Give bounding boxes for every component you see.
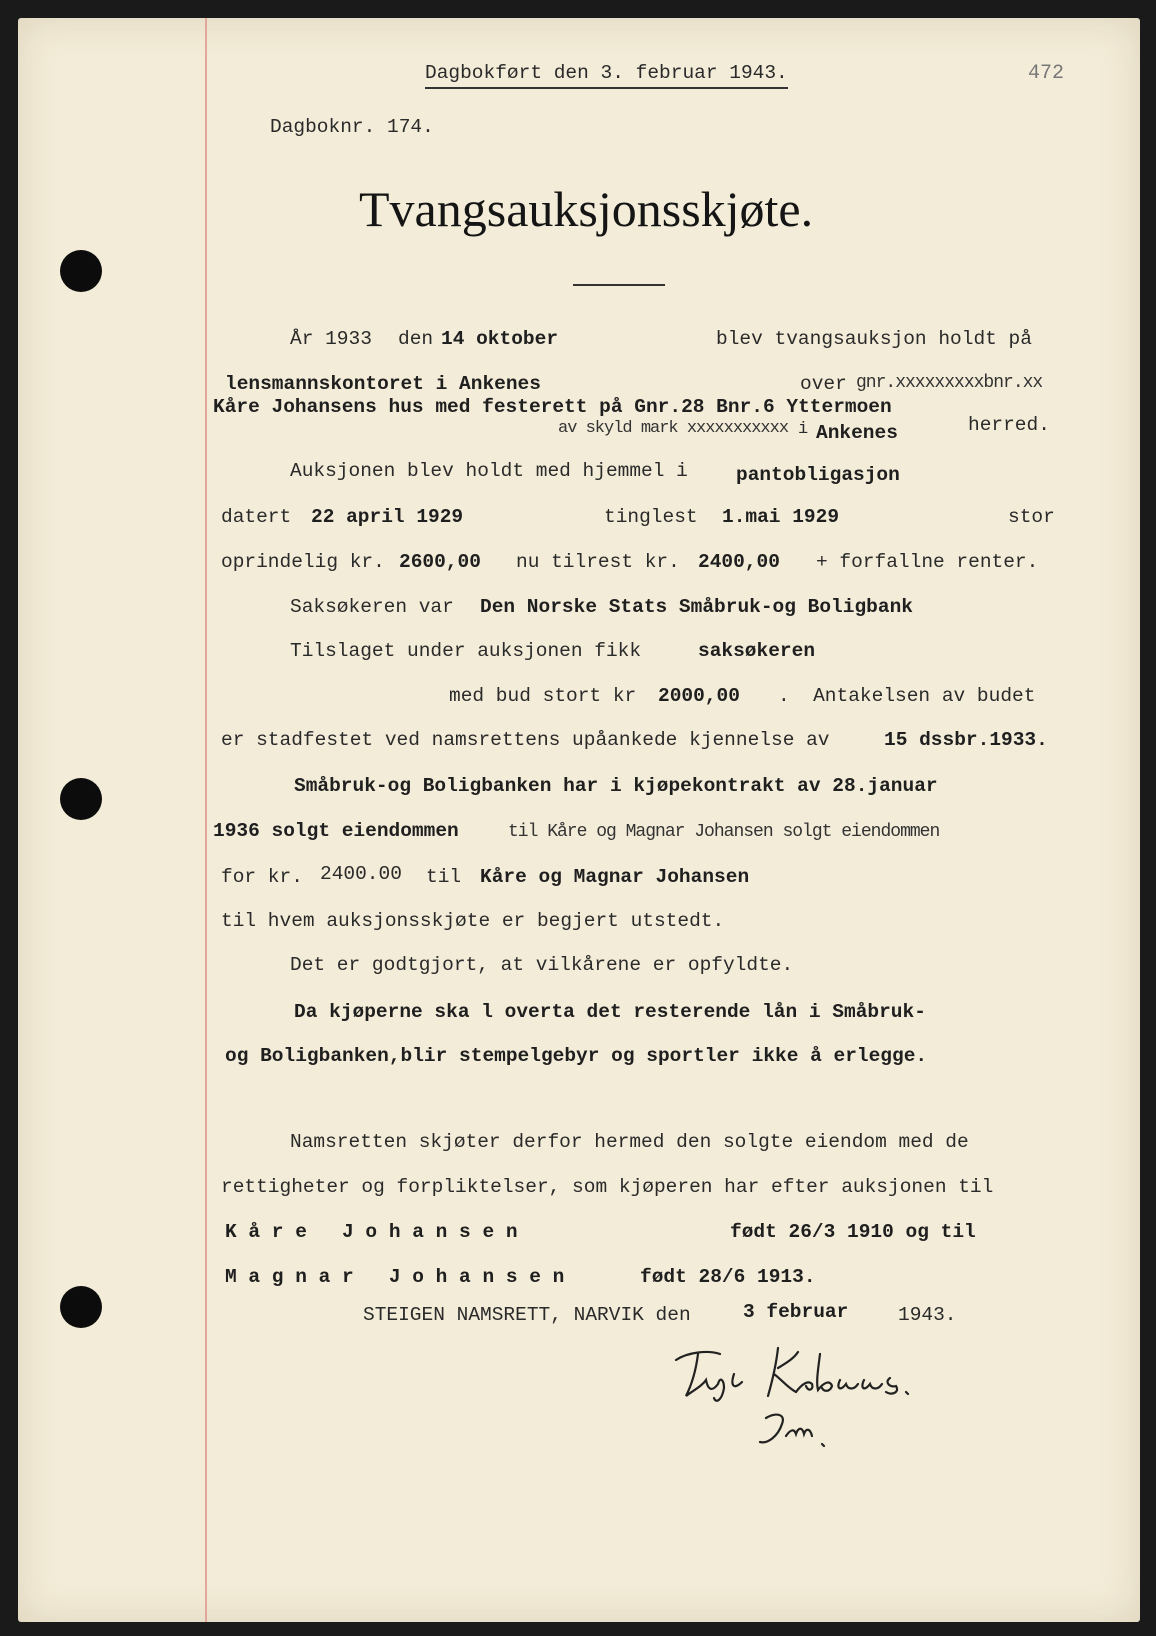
fee-exemption-text: og Boligbanken,blir stempelgebyr og sportler ikke å erlegge. [225,1045,928,1067]
remaining-amount: 2400,00 [698,551,780,573]
original-amount-label: oprindelig kr. [221,551,385,573]
price-label: for kr. [221,866,303,888]
conveyance-text-2: rettigheter og forpliktelser, som kjøperen har efter auksjonen til [221,1176,994,1198]
margin-line [205,18,207,1622]
journal-date: Dagbokført den 3. februar 1943. [425,62,788,89]
loan-takeover-text: Da kjøperne ska l overta det resterende lån i Småbruk- [294,1001,926,1023]
handwritten-signature [668,1340,928,1460]
over-label: over [800,373,847,395]
municipality: Ankenes [816,422,898,444]
bid-amount: 2000,00 [658,685,740,707]
title-rule [573,284,665,286]
bid-label: med bud stort kr [449,685,637,707]
sale-contract-text: Småbruk-og Boligbanken har i kjøpekontrakt av 28.januar [294,775,938,797]
document-title: Tvangsauksjonsskjøte. [359,181,814,237]
til-label: til [426,866,462,888]
remaining-label: nu tilrest kr. [516,551,680,573]
court-date: 3 februar [743,1301,849,1323]
deed-requested-text: til hvem auksjonsskjøte er begjert utstedt. [221,910,725,932]
line-1-text: blev tvangsauksjon holdt på [716,328,1032,350]
buyer-1-birth: født 26/3 1910 og til [730,1221,976,1243]
buyer-2-birth: født 28/6 1913. [640,1266,816,1288]
buyer-names: Kåre og Magnar Johansen [480,866,750,888]
registered-value: 1.mai 1929 [722,506,840,528]
plaintiff-label: Saksøkeren var [290,596,454,618]
court-year: 1943. [898,1304,957,1326]
confirmation-text: er stadfestet ved namsrettens upåankede kjennelse av [221,729,830,751]
punch-hole-bottom [60,1286,102,1328]
original-amount: 2600,00 [399,551,481,573]
punch-hole-top [60,250,102,292]
court-place: STEIGEN NAMSRETT, NARVIK den [363,1304,691,1326]
struck-gnr-bnr: gnr.xxxxxxxxxbnr.xx [856,373,1043,393]
year-label: År 1933 [290,328,372,350]
plaintiff-name: Den Norske Stats Småbruk-og Boligbank [480,596,913,618]
i-label: i [798,420,809,439]
buyer-2-name: M a g n a r J o h a n s e n [225,1266,565,1288]
dated-value: 22 april 1929 [311,506,464,528]
property-description: Kåre Johansens hus med festerett på Gnr.28 Bnr.6 Yttermoen [213,396,892,418]
authority-label: Auksjonen blev holdt med hjemmel i [290,460,688,482]
stor-label: stor [1008,506,1055,528]
journal-number: Dagboknr. 174. [270,116,434,138]
conditions-text: Det er godtgjort, at vilkårene er opfyldte. [290,954,794,976]
document-page [18,18,1140,1622]
price-amount: 2400.00 [320,863,402,885]
punch-hole-middle [60,778,102,820]
auction-location: lensmannskontoret i Ankenes [225,373,541,395]
page-number: 472 [1028,62,1065,85]
struck-skyld: av skyld mark xxxxxxxxxxx [558,419,789,438]
authority-value: pantobligasjon [736,464,900,486]
herred-label: herred. [968,414,1050,436]
interest-label: + forfallne renter. [816,551,1039,573]
den-label: den [398,328,434,350]
dated-label: datert [221,506,292,528]
conveyance-text-1: Namsretten skjøter derfor hermed den solgte eiendom med de [290,1131,969,1153]
buyer-1-name: K å r e J o h a n s e n [225,1221,518,1243]
registered-label: tinglest [604,506,698,528]
acceptance-text: . Antakelsen av budet [778,685,1036,707]
award-recipient: saksøkeren [698,640,816,662]
award-label: Tilslaget under auksjonen fikk [290,640,642,662]
confirmation-date: 15 dssbr.1933. [884,729,1048,751]
sold-text: 1936 solgt eiendommen [213,820,459,842]
auction-date: 14 oktober [441,328,559,350]
struck-sold-text: til Kåre og Magnar Johansen solgt eiendommen [508,822,940,842]
